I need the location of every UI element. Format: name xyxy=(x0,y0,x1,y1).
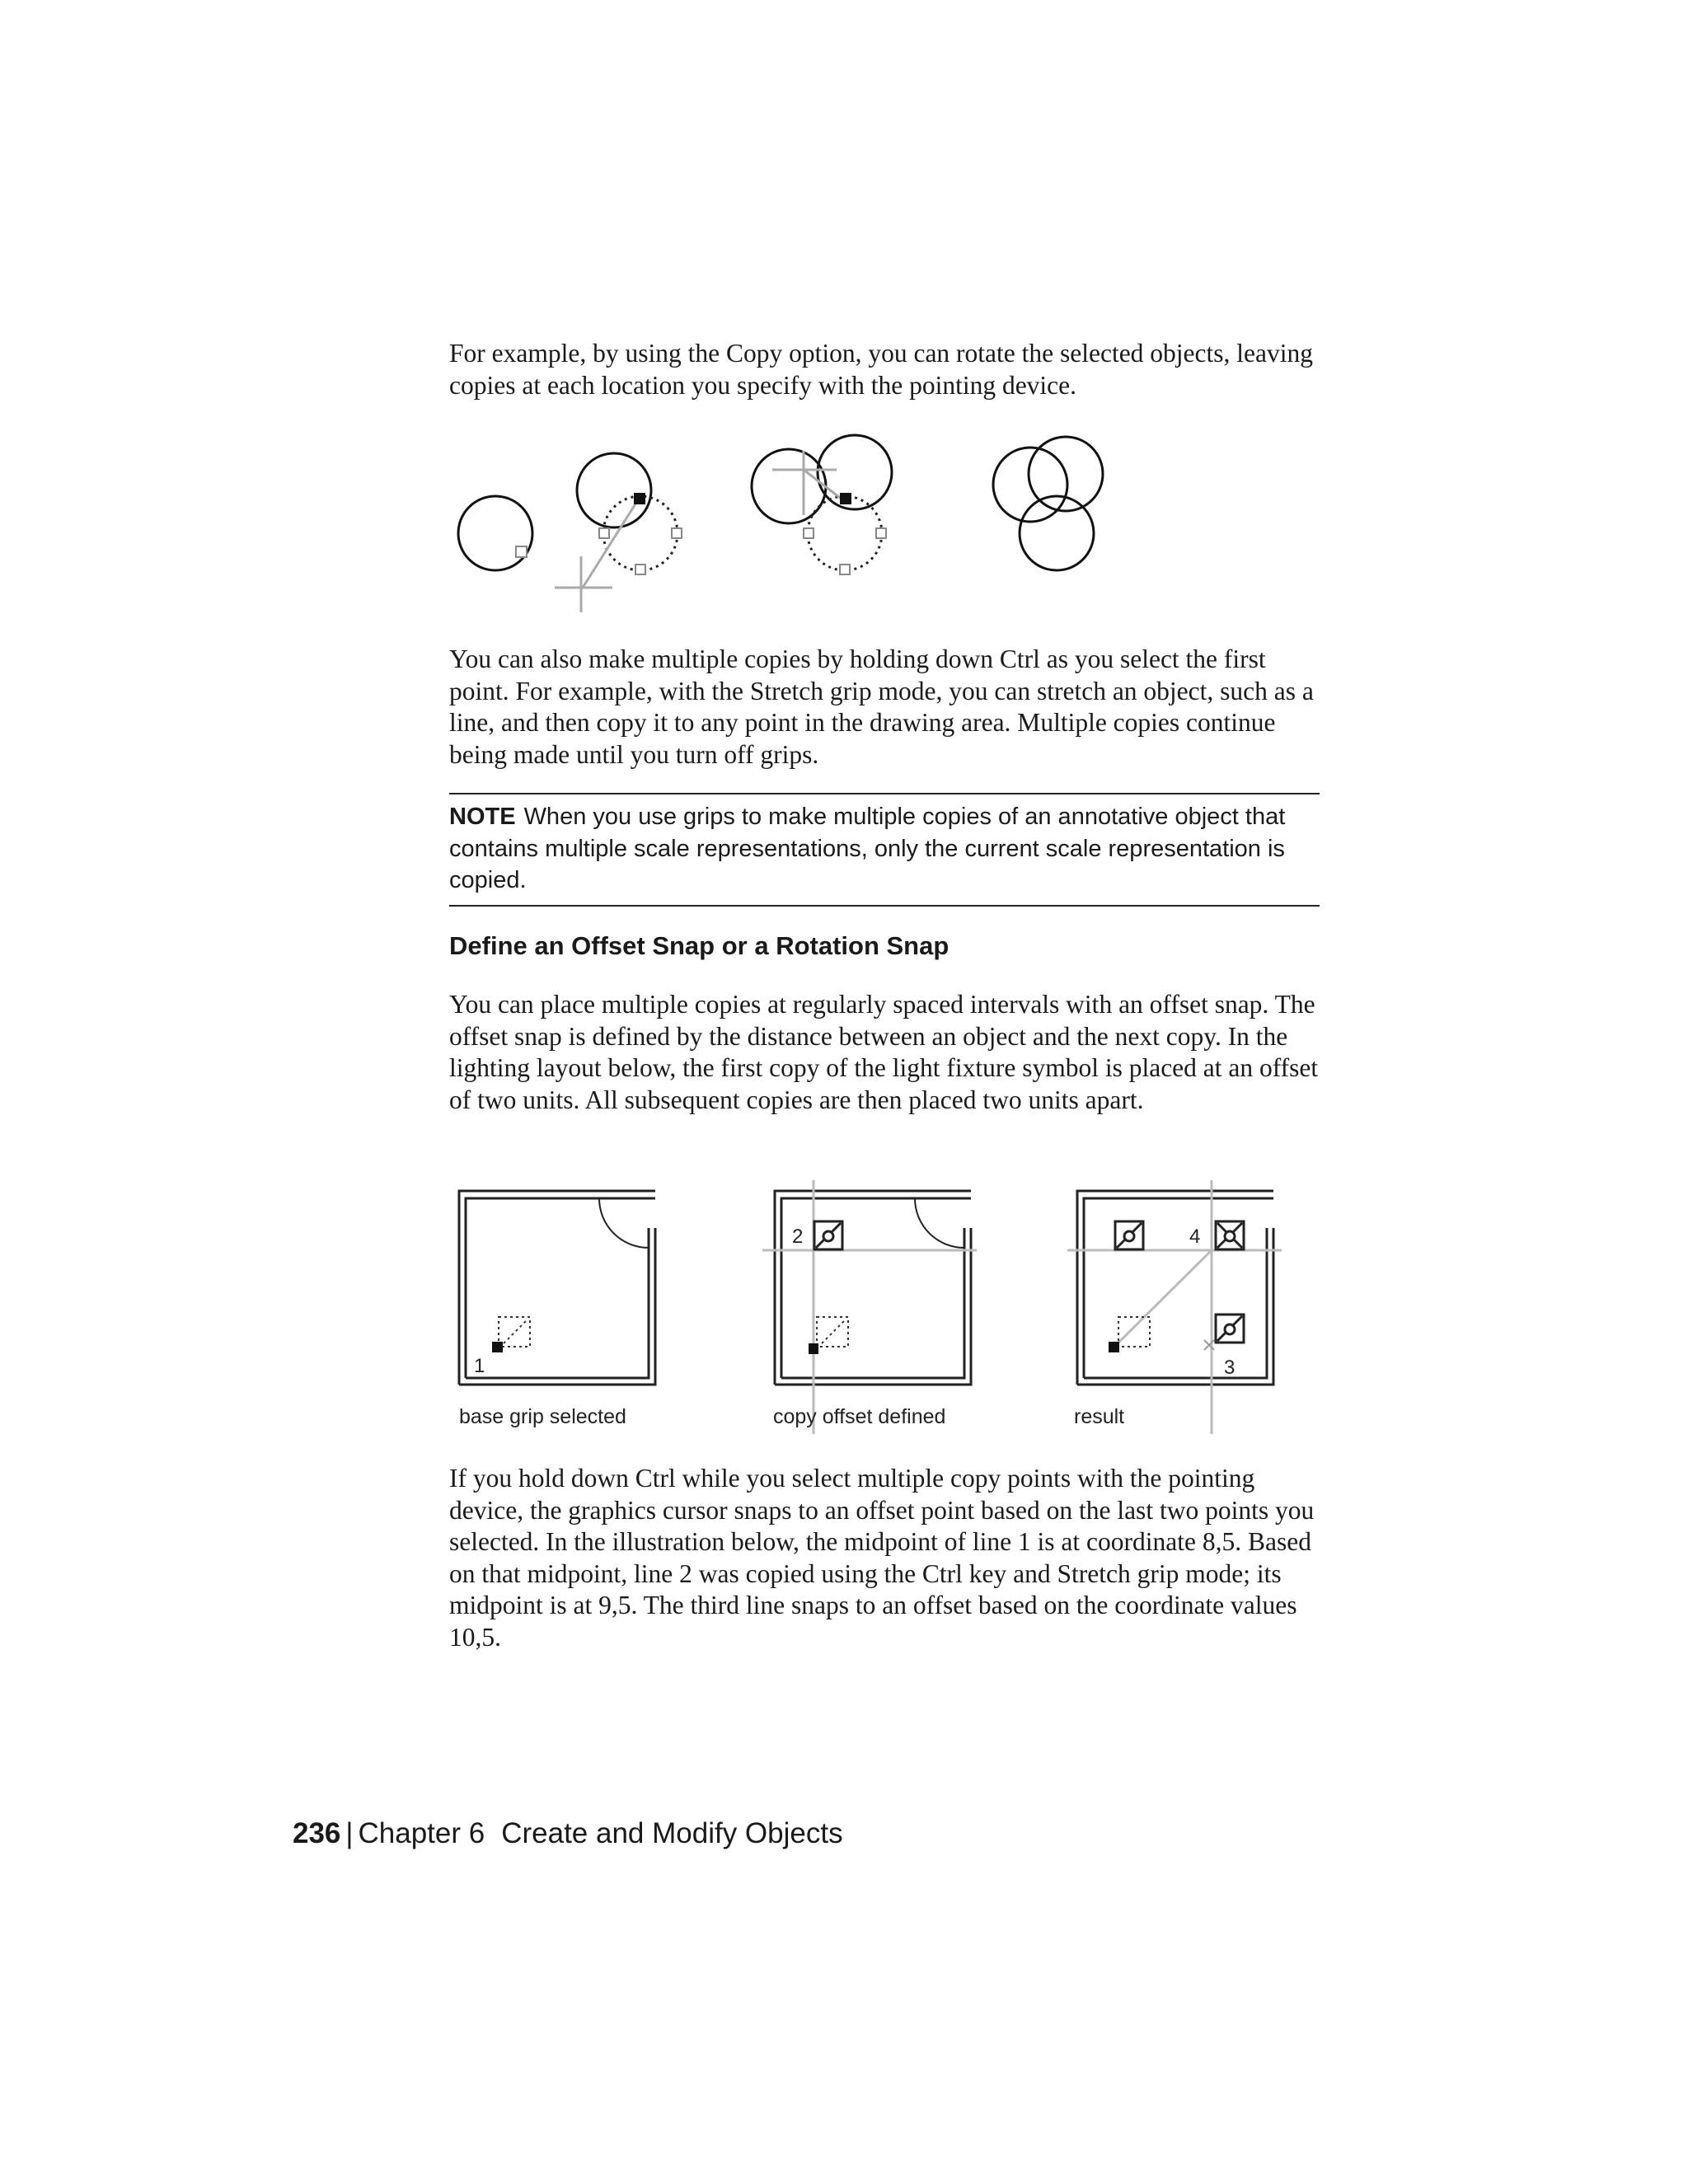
lighting-layout-illustration xyxy=(449,1179,1290,1434)
paragraph-copy-rotate: For example, by using the Copy option, you can rotate the selected objects, leaving copies at each location you specify with the pointing device. xyxy=(449,339,1313,400)
chapter-label: Chapter 6 xyxy=(358,1817,485,1849)
page-number: 236 xyxy=(293,1817,341,1849)
paragraph-ctrl-offset: If you hold down Ctrl while you select multiple copy points with the pointing device, the graphics cursor snaps to an offset point based on the last two points you selected. In the illustration below, the midpoint of line 1 is at coordinate 8,5. Based on that midpoint, line 2 was copied using the Ctrl key and Stretch grip mode; its midpoint is at 9,5. The third line snaps to an offset based on the coordinate values 10,5. xyxy=(449,1464,1315,1652)
section-heading: Define an Offset Snap or a Rotation Snap xyxy=(449,931,950,960)
caption-copy-offset: copy offset defined xyxy=(773,1405,946,1428)
panel-copy-offset xyxy=(775,1191,971,1385)
note-label: NOTE xyxy=(449,804,516,830)
label-one: 1 xyxy=(474,1355,485,1377)
label-two: 2 xyxy=(792,1226,804,1248)
original-circle xyxy=(458,496,532,570)
note-box xyxy=(449,793,1320,907)
caption-result: result xyxy=(1074,1405,1125,1428)
paragraph-offset-snap: You can place multiple copies at regularly spaced intervals with an offset snap. The offset snap is defined by the distance between an object and the next copy. In the lighting layout below, the first copy of the light fixture symbol is placed at an offset of two units. All subsequent copies are then placed two units apart. xyxy=(449,990,1319,1114)
dotted-preview-circle xyxy=(603,496,678,570)
note-text: When you use grips to make multiple copies of an annotative object that contains multiple scale representations, only the current scale representation is copied. xyxy=(449,804,1286,893)
caption-base-grip: base grip selected xyxy=(459,1405,626,1428)
panel-base-grip xyxy=(459,1191,655,1385)
footer-separator: | xyxy=(345,1817,354,1849)
chapter-title: Create and Modify Objects xyxy=(501,1817,843,1849)
paragraph-multiple-copies: You can also make multiple copies by holding down Ctrl as you select the first point. For example, with the Stretch grip mode, you can stretch an object, such as a line, and then copy it to any point in the drawing area. Multiple copies continue being made until you turn off grips. xyxy=(449,644,1314,769)
circle-stage2 xyxy=(577,453,651,527)
base-grip xyxy=(634,493,645,504)
page-footer xyxy=(293,1817,843,1850)
label-three: 3 xyxy=(1224,1357,1236,1379)
result-circle-c xyxy=(1020,496,1094,570)
rotate-copy-illustration xyxy=(449,424,1125,622)
grip-square xyxy=(516,546,527,557)
label-four: 4 xyxy=(1189,1226,1201,1248)
